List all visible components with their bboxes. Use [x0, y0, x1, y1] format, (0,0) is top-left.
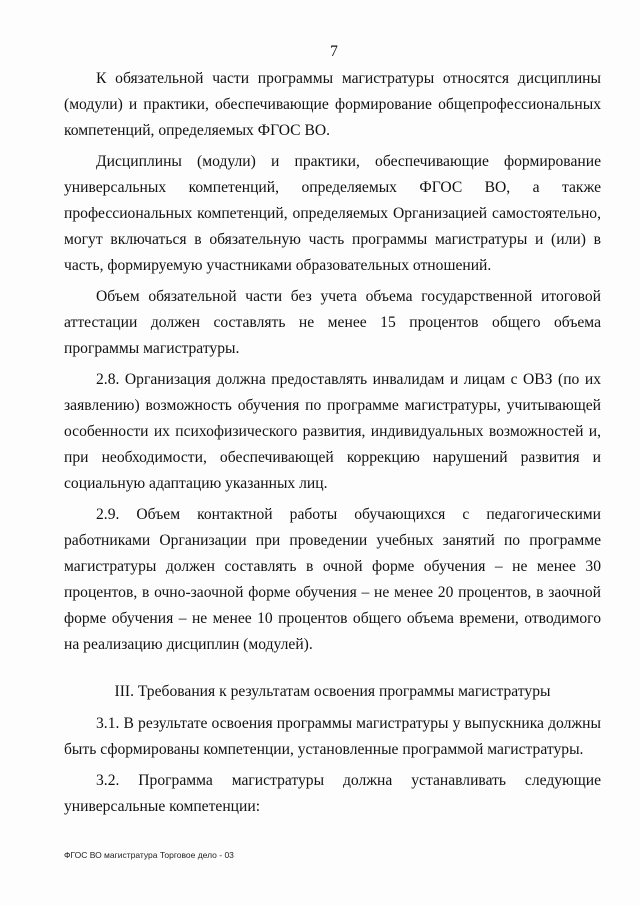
body-text	[64, 66, 601, 663]
paragraph-3: Объем обязательной части без учета объема государственной итоговой аттестации должен составлять не менее 15 процентов общего объема программы магистратуры.	[64, 288, 601, 357]
paragraph-3-2: 3.2. Программа магистратуры должна устанавливать следующие универсальные компетенции:	[64, 772, 601, 815]
paragraph-2-8: 2.8. Организация должна предоставлять инвалидам и лицам с ОВЗ (по их заявлению) возможность обучения по программе магистратуры, учитывающей особенности их психофизического развития, индивидуальных возможностей и, при необходимости, обеспечивающей коррекцию нарушений развития и социальную адаптацию указанных лиц.	[64, 371, 601, 492]
footer-text: ФГОС ВО магистратура Торговое дело - 03	[64, 850, 234, 860]
page-number: 7	[330, 43, 338, 60]
paragraph-2-9: 2.9. Объем контактной работы обучающихся с педагогическими работниками Организации при проведении учебных занятий по программе магистратуры должен составлять в очной форме обучения – не менее 30 процентов, в очно-заочной форме обучения – не менее 20 процентов, в заочной форме обучения – не менее 10 процентов общего объема времени, отводимого на реализацию дисциплин (модулей).	[64, 506, 601, 653]
paragraph-3-1: 3.1. В результате освоения программы магистратуры у выпускника должны быть сформированы компетенции, установленные программой магистратуры.	[64, 715, 601, 758]
section-heading: III. Требования к результатам освоения программы магистратуры	[114, 683, 551, 700]
section-body	[64, 711, 601, 825]
paragraph-2: Дисциплины (модули) и практики, обеспечивающие формирование универсальных компетенций, определяемых ФГОС ВО, а также профессиональных компетенций, определяемых Организацией самостоятельно, могут включаться в обязательную часть программы магистратуры и (или) в часть, формируемую участниками образовательных отношений.	[64, 153, 601, 274]
paragraph-1: К обязательной части программы магистратуры относятся дисциплины (модули) и практики, обеспечивающие формирование общепрофессиональных компетенций, определяемых ФГОС ВО.	[64, 70, 601, 139]
